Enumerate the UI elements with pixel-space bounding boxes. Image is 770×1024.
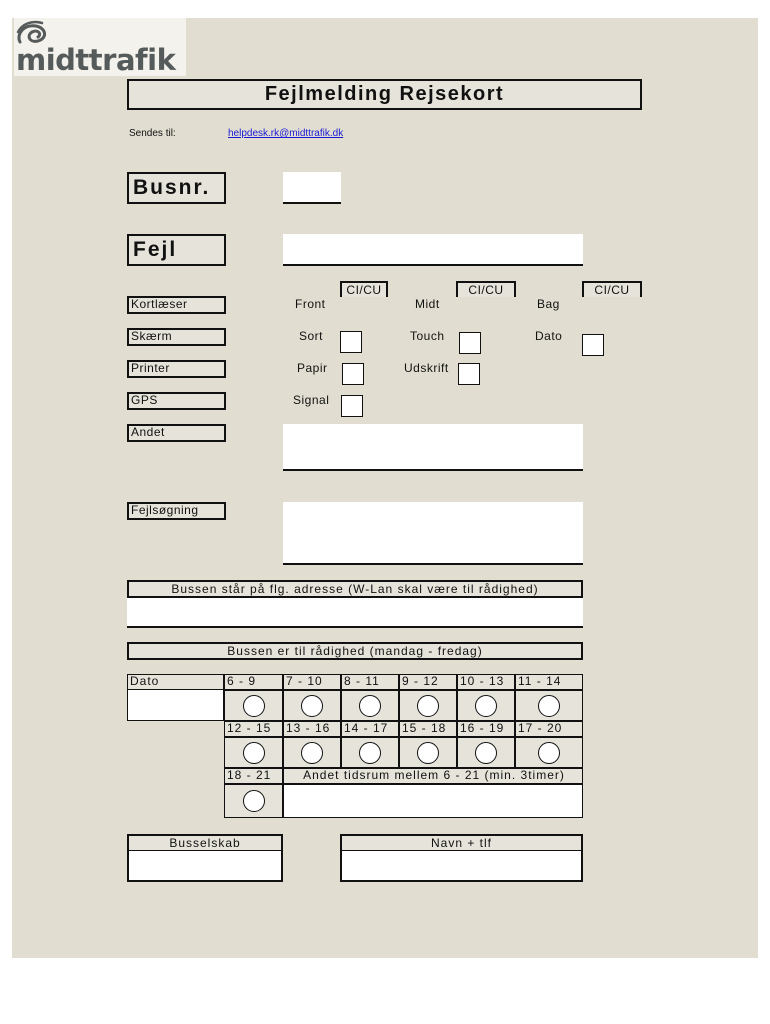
option-signal-label: Signal [293,393,330,407]
logo-text: midttrafik [16,43,176,77]
schedule-slot-label: 10 - 13 [457,674,515,690]
fejl-input[interactable] [283,234,583,266]
category-kortlaeser: Kortlæser [127,296,226,314]
adresse-header: Bussen står på flg. adresse (W-Lan skal være til rådighed) [127,580,583,598]
busselskab-input[interactable] [127,851,283,882]
schedule-slot-label: 14 - 17 [341,721,399,737]
schedule-radio-cell [341,737,399,768]
category-printer: Printer [127,360,226,378]
dato-checkbox[interactable] [582,334,604,356]
slot-radio[interactable] [538,695,560,717]
sendes-til-label: Sendes til: [129,128,176,139]
schedule-slot-label: 12 - 15 [224,721,283,737]
schedule-radio-cell [224,784,283,818]
schedule-radio-cell [399,737,457,768]
andet-tidsrum-input[interactable] [283,784,583,818]
slot-radio[interactable] [417,695,439,717]
category-gps: GPS [127,392,226,410]
schedule-radio-cell [341,690,399,721]
cicu-midt-header: CI/CU [456,281,516,297]
busnr-label: Busnr. [127,172,226,204]
schedule-slot-label: 13 - 16 [283,721,341,737]
schedule-slot-label: 15 - 18 [399,721,457,737]
slot-radio[interactable] [243,742,265,764]
schedule-radio-cell [224,690,283,721]
category-andet: Andet [127,424,226,442]
option-sort-label: Sort [299,329,324,343]
option-dato-label: Dato [535,329,563,343]
navn-tlf-header: Navn + tlf [340,834,583,852]
option-front-label: Front [295,297,326,311]
option-touch-label: Touch [410,329,445,343]
signal-checkbox[interactable] [341,395,363,417]
slot-radio[interactable] [359,695,381,717]
slot-radio[interactable] [417,742,439,764]
schedule-radio-cell [283,690,341,721]
schedule-slot-label: 11 - 14 [515,674,583,690]
schedule-radio-cell [457,690,515,721]
schedule-slot-label: 17 - 20 [515,721,583,737]
option-midt-label: Midt [415,297,440,311]
schedule-radio-cell [515,690,583,721]
email-link[interactable]: helpdesk.rk@midttrafik.dk [228,128,344,139]
fejlsogning-textarea[interactable] [283,502,583,565]
option-bag-label: Bag [537,297,560,311]
busselskab-header: Busselskab [127,834,283,852]
busnr-input[interactable] [283,172,341,204]
andet-tidsrum-label: Andet tidsrum mellem 6 - 21 (min. 3timer) [283,768,583,784]
udskrift-checkbox[interactable] [458,363,480,385]
schedule-slot-label: 6 - 9 [224,674,283,690]
adresse-input[interactable] [127,598,583,628]
category-skaerm: Skærm [127,328,226,346]
schedule-radio-cell [224,737,283,768]
navn-tlf-input[interactable] [340,851,583,882]
touch-checkbox[interactable] [459,332,481,354]
slot-radio[interactable] [301,742,323,764]
option-udskrift-label: Udskrift [404,361,449,375]
papir-checkbox[interactable] [342,363,364,385]
sort-checkbox[interactable] [340,331,362,353]
slot-radio[interactable] [243,695,265,717]
slot-radio[interactable] [301,695,323,717]
schedule-slot-label: 16 - 19 [457,721,515,737]
page-title: Fejlmelding Rejsekort [127,79,642,110]
slot-radio[interactable] [538,742,560,764]
schedule-slot-label: 9 - 12 [399,674,457,690]
schedule-radio-cell [283,737,341,768]
schedule-slot-label: 7 - 10 [283,674,341,690]
category-fejlsogning: Fejlsøgning [127,502,226,520]
schedule-dato-header: Dato [127,674,224,690]
cicu-front-header: CI/CU [340,281,388,297]
slot-radio[interactable] [475,742,497,764]
schedule-radio-cell [399,690,457,721]
schedule-slot-label: 8 - 11 [341,674,399,690]
schedule-radio-cell [515,737,583,768]
cicu-bag-header: CI/CU [582,281,642,297]
option-papir-label: Papir [297,361,328,375]
schedule-slot-label: 18 - 21 [224,768,283,784]
slot-radio[interactable] [475,695,497,717]
andet-textarea[interactable] [283,424,583,471]
slot-18-21-radio[interactable] [243,790,265,812]
schedule-radio-cell [457,737,515,768]
slot-radio[interactable] [359,742,381,764]
fejl-label: Fejl [127,234,226,266]
schedule-dato-input[interactable] [127,689,224,721]
raadighed-header: Bussen er til rådighed (mandag - fredag) [127,642,583,660]
